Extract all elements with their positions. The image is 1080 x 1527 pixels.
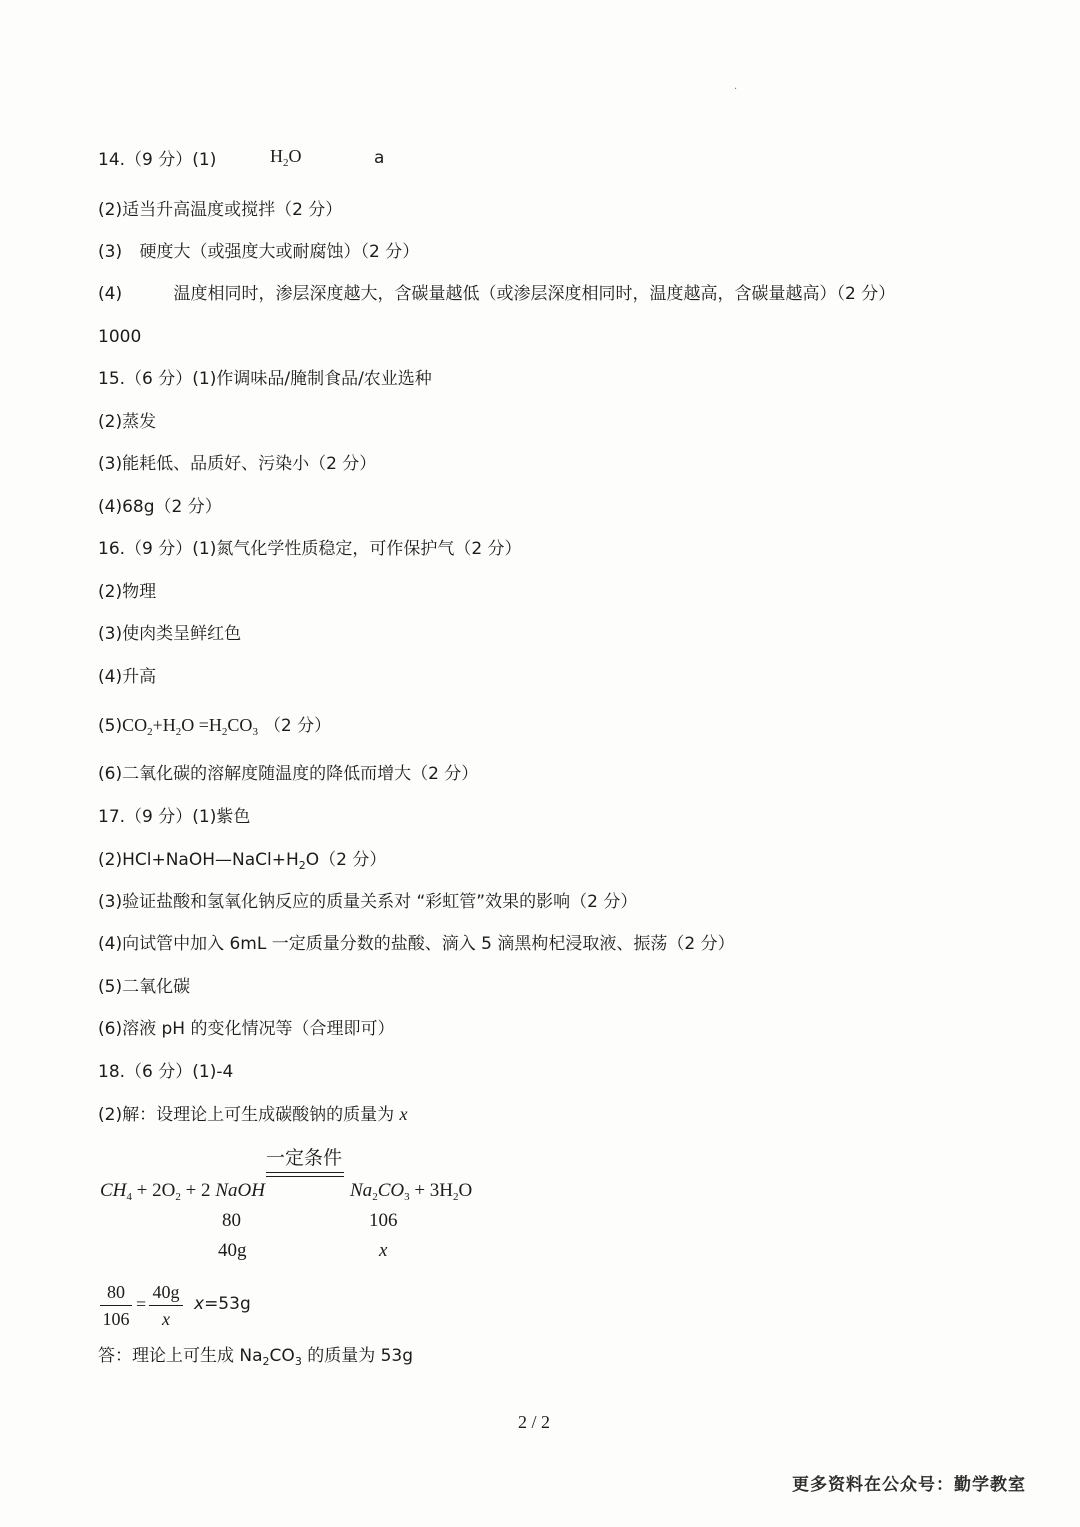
q15-part4: (4)68g（2 分） [98,497,222,517]
q17-part1: 17.（9 分）(1)紫色 [98,807,251,827]
q14-part4-text: 温度相同时，渗层深度越大，含碳量越低（或渗层深度相同时，温度越高，含碳量越高）（2 分） [173,284,896,304]
q14-part4-label: (4) [98,284,123,304]
q17-part4: (4)向试管中加入 6mL 一定质量分数的盐酸、滴入 5 滴黑枸杞浸取液、振荡（2 分） [98,934,735,954]
q16-equation: $CO_2+H_2O =H_2CO_3$ [122,715,258,738]
q16-part6: (6)二氧化碳的溶解度随温度的降低而增大（2 分） [98,764,479,784]
q15-part1: 15.（6 分）(1)作调味品/腌制食品/农业选种 [98,369,432,389]
q18-answer: 答：理论上可生成 $Na_2CO_3$ 的质量为 53g [98,1346,414,1368]
q16-part1: 16.（9 分）(1)氮气化学性质稳定，可作保护气（2 分） [98,539,522,559]
q14-part3 [98,240,419,264]
fraction-40g-x: 40g x [149,1281,183,1330]
q16-part4: (4)升高 [98,667,157,687]
proportion-equals: = [136,1294,147,1314]
q17-part5: (5)二氧化碳 [98,977,191,997]
q18-variable-x: x [399,1104,408,1124]
equation-reactants: $CH_4 + 2O_2 + 2$ NaOH [100,1180,265,1203]
q14-part3-label: (3) [98,242,123,262]
q18-part1: 18.（6 分）(1)-4 [98,1062,234,1082]
equation-products: $Na_2CO_3 + 3H_2O$ [350,1180,473,1203]
q18-part2: (2)解：设理论上可生成碳酸钠的质量为 x [98,1104,408,1125]
watermark-text: 更多资料在公众号：勤学教室 [792,1475,1026,1495]
q16-part2: (2)物理 [98,582,157,602]
q14-answer-a: a [374,148,385,168]
q14-part4 [98,282,895,306]
page-number: 2 / 2 [518,1412,551,1432]
mass-naoh: 80 [222,1210,241,1231]
q14-head: 14.（9 分）(1) [98,150,217,170]
fraction-80-106: 80 106 [100,1281,132,1330]
q16-part5: $(5)CO_2+H_2O =H_2CO_3$ （2 分） [98,715,332,738]
q17-part2: $(2)HCl+NaOH—NaCl+H_2O(2$ 分） [98,850,387,872]
mass-na2co3: 106 [369,1210,398,1231]
q17-part6: (6)溶液 pH 的变化情况等（合理即可） [98,1019,395,1039]
q14-heading [98,148,216,172]
unknown-x: x [379,1240,388,1261]
reaction-condition: 一定条件 [266,1148,343,1169]
q14-part2: (2)适当升高温度或搅拌（2 分） [98,200,343,220]
q15-part2: (2)蒸发 [98,412,157,432]
q14-part3-text: 硬度大（或强度大或耐腐蚀）（2 分） [139,242,420,262]
q17-part3: (3)验证盐酸和氢氧化钠反应的质量关系对 “彩虹管”效果的影响（2 分） [98,892,638,912]
stray-dot: · [734,84,738,95]
q14-part4-value: 1000 [98,327,142,347]
result: x=53g [194,1294,251,1314]
q15-part3: (3)能耗低、品质好、污染小（2 分） [98,454,377,474]
reaction-arrow-double-line [266,1172,344,1177]
q14-formula-h2o: $H_2O$ [270,146,302,169]
q16-part3: (3)使肉类呈鲜红色 [98,624,242,644]
given-naoh: 40g [218,1240,247,1261]
